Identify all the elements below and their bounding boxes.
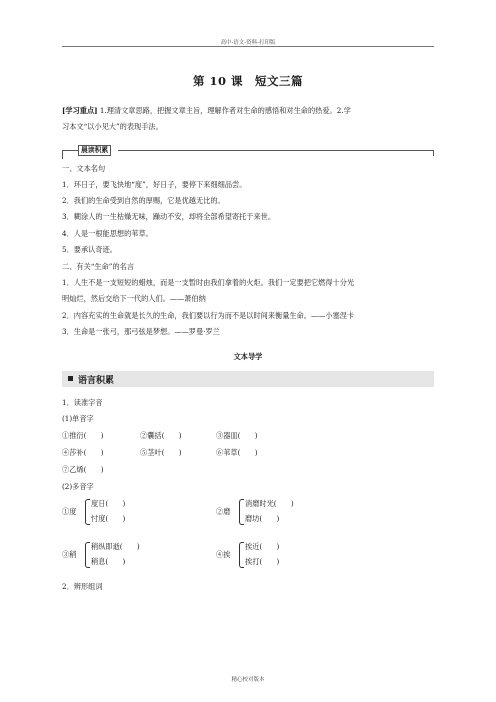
polyphone-char: ①度 (62, 507, 77, 516)
word-forms-heading: 2．辨形组词 (62, 582, 103, 591)
single-char-item: ③器皿( ) (216, 431, 258, 440)
lesson-title: 第 10 课 短文三篇 (192, 74, 303, 88)
single-char-item: ⑦乙烯( ) (62, 465, 104, 474)
polyphone-char: ②磨 (216, 507, 231, 516)
part1-item: 3．糊涂人的一生枯燥无味，躁动不安，却将全部希望寄托于来世。 (62, 212, 276, 221)
objectives-text-1: 1.理清文章思路，把握文章主旨，理解作者对生命的感悟和对生命的热爱。2.学 (99, 106, 351, 115)
objectives-line-2: 习本文“以小见大”的表现手法。 (62, 122, 163, 131)
polyphone-reading: 消磨时光( ) (245, 499, 294, 508)
square-bullet-icon (68, 376, 73, 381)
polyphone-char: ③稍 (62, 550, 77, 559)
polyphone-char: ④挨 (216, 550, 231, 559)
banner-label: 语言积累 (78, 376, 115, 386)
single-char-item: ④莎补( ) (62, 448, 104, 457)
objectives-line-1 (62, 106, 351, 115)
quote-1-line-2: 明灿烂，然后交给下一代的人们。——萧伯纳 (62, 294, 206, 303)
brace-icon (239, 542, 244, 568)
polyphone-subheading: (2)多音字 (62, 482, 94, 491)
brace-icon (85, 542, 90, 568)
page-footer: 精心校对版本 (231, 677, 265, 683)
pronunciation-heading: 1．读准字音 (62, 398, 103, 407)
part1-item: 1．环日子，要飞快地“度”，好日子，要停下来细细品尝。 (62, 180, 247, 189)
part1-item: 5．要承认奇迹。 (62, 245, 117, 254)
objectives-label: [学习重点] (62, 106, 98, 115)
part1-heading: 一、文本名句 (62, 164, 106, 173)
polyphone-reading: 挨打( ) (245, 557, 280, 566)
guide-label: 文本导学 (233, 352, 263, 361)
header-divider (62, 46, 434, 47)
section-frame-left (62, 150, 79, 159)
polyphone-reading: 稍纵即逝( ) (91, 542, 140, 551)
section-frame-rule (118, 150, 434, 151)
brace-icon (85, 499, 90, 525)
single-char-item: ①推衍( ) (62, 431, 104, 440)
section-frame-right (433, 150, 434, 156)
quote-1-line-1: 1．人生不是一支短短的蜡烛，而是一支暂时由我们拿着的火炬。我们一定要把它燃得十分光 (62, 278, 355, 287)
section-reading-label: 晨读积累 (78, 145, 111, 156)
part1-item: 2．我们的生命受到自然的厚赐，它是优越无比的。 (62, 196, 225, 205)
polyphone-reading: 度日( ) (91, 499, 126, 508)
polyphone-reading: 磨坊( ) (245, 514, 280, 523)
polyphone-reading: 稍息( ) (91, 557, 126, 566)
quote-2: 2．内容充实的生命就是长久的生命，我们要以行为而不是以时间来衡量生命。——小塞涅卡 (62, 311, 355, 320)
part2-heading: 二、有关“生命”的名言 (62, 262, 135, 271)
single-char-item: ⑤茎叶( ) (140, 448, 182, 457)
single-char-item: ②囊括( ) (140, 431, 182, 440)
part1-item: 4．人是一根能思想的苇草。 (62, 229, 153, 238)
single-char-subheading: (1)单音字 (62, 414, 94, 423)
polyphone-reading: 挨近( ) (245, 542, 280, 551)
section-banner (62, 371, 434, 387)
quote-3: 3．生命是一张弓，那弓弦是梦想。——罗曼·罗兰 (62, 327, 220, 336)
page-header: 高中-语文-资料-打印版 (220, 40, 276, 46)
single-char-item: ⑥苇草( ) (216, 448, 258, 457)
brace-icon (239, 499, 244, 525)
polyphone-reading: 忖度( ) (91, 514, 126, 523)
